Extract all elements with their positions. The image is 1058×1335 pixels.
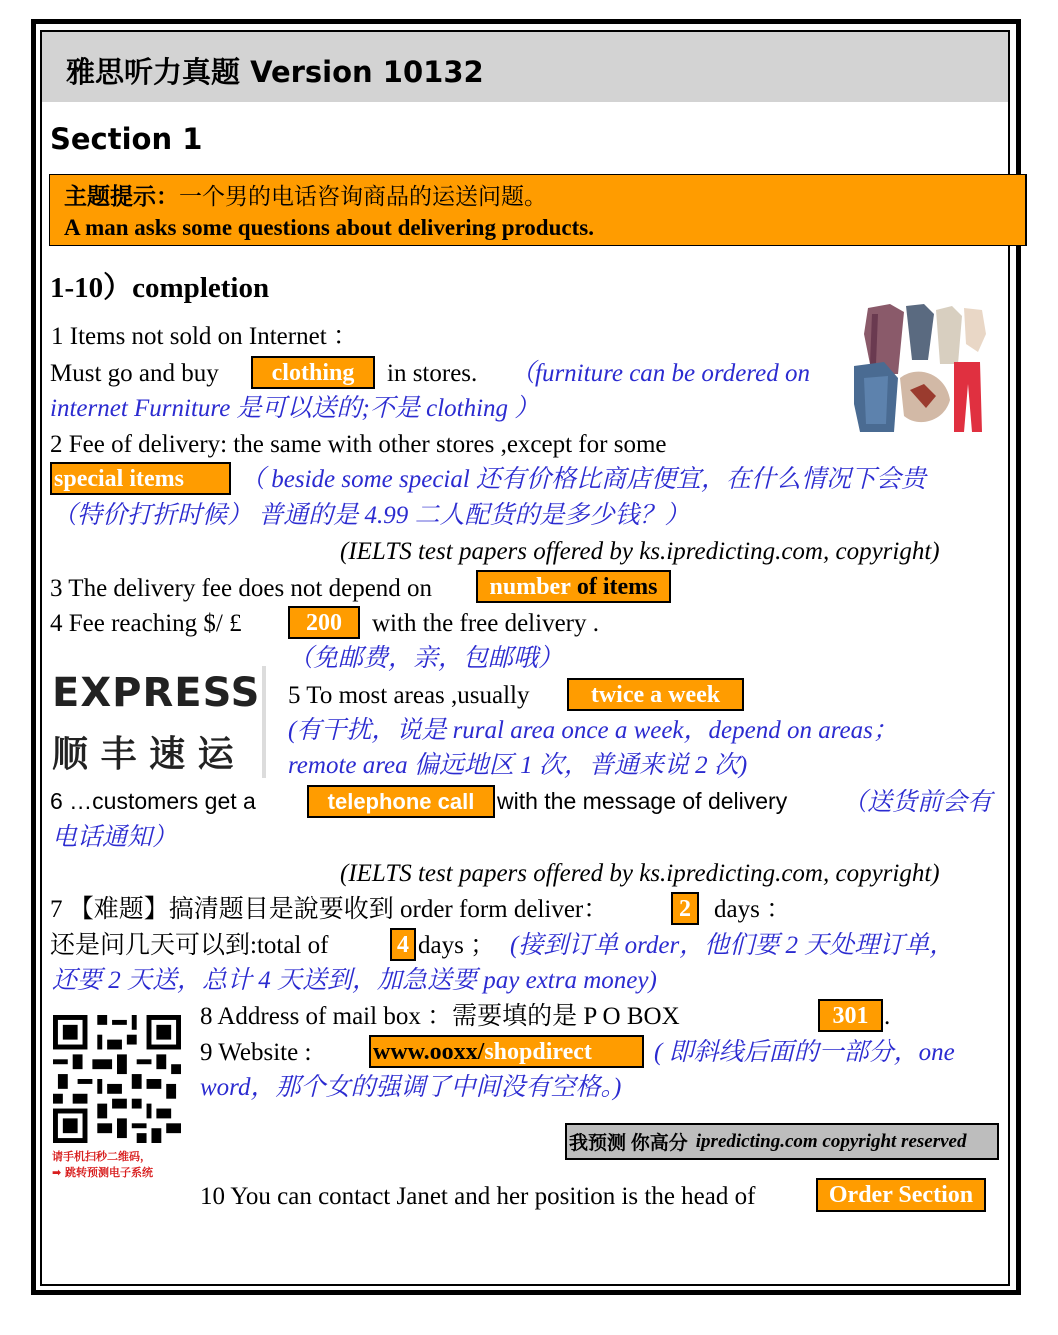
section-title: Section 1 (50, 122, 203, 156)
page-title: 雅思听力真题 Version 10132 (66, 55, 484, 89)
copyright-banner (565, 1123, 999, 1160)
q5-prefix: 5 To most areas ,usually (288, 682, 530, 709)
arrow-right-icon: ➡ (52, 1166, 66, 1179)
q1-line1: 1 Items not sold on Internet ： (51, 323, 358, 350)
q6-note2: 电话通知） (52, 824, 178, 851)
q3-answer (476, 570, 671, 603)
qr-caption-2: 跳转预测电子系统 (65, 1166, 154, 1179)
q10-answer: Order Section (816, 1178, 986, 1212)
topic-label: 主题提示： (64, 184, 179, 209)
q7-note1: (接到订单 order，他们要 2 天处理订单， (510, 932, 955, 959)
q7-answer2: 4 (390, 928, 416, 961)
q9-note1: ( 即斜线后面的一部分，one (654, 1039, 955, 1066)
banner-zh: 我预测 你高分 (569, 1133, 688, 1154)
q3-answer-b: of items (576, 573, 658, 600)
q2-answer: special items (50, 462, 231, 495)
q1-note1: （furniture can be ordered on (510, 360, 810, 387)
q6-note1: （送货前会有 (842, 789, 993, 816)
copyright-line-2: (IELTS test papers offered by ks.ipredicting.com, copyright) (340, 860, 940, 887)
qr-caption-1: 请手机扫秒二维码， (52, 1150, 151, 1163)
topic-zh-text: 一个男的电话咨询商品的运送问题。 (179, 184, 547, 209)
topic-en: A man asks some questions about delivering products. (64, 215, 594, 240)
q9-answer-b: shopdirect (484, 1038, 592, 1065)
q2-note2: （特价打折时候） 普通的是 4.99 二人配货的是多少钱？） (52, 502, 690, 529)
q4-answer: 200 (288, 606, 360, 639)
express-divider (262, 666, 266, 778)
banner-en: ipredicting.com copyright reserved (695, 1130, 967, 1152)
express-brand-en: EXPRESS (52, 670, 261, 716)
q8-suffix: . (884, 1003, 891, 1030)
q9-answer-a: www.ooxx/ (373, 1038, 485, 1065)
q6-answer: telephone call (307, 785, 495, 818)
q7-prefix: 7 【难题】搞清题目是說要收到 order form deliver： (50, 896, 609, 923)
copyright-line-1: (IELTS test papers offered by ks.ipredicting.com, copyright) (340, 538, 940, 565)
q8-prefix: 8 Address of mail box ：需要填的是 P O BOX (200, 1003, 680, 1030)
qr-code-block[interactable] (52, 1015, 182, 1179)
q4-suffix: with the free delivery . (372, 610, 599, 637)
q1-note2: internet Furniture 是可以送的;不是 clothing ） (50, 395, 540, 422)
q5-note1: (有干扰，说是 rural area once a week，depend on areas； (288, 717, 898, 744)
qr-code-icon[interactable] (52, 1015, 182, 1143)
q1-suffix: in stores. (387, 360, 478, 387)
q9-prefix: 9 Website : (200, 1039, 312, 1066)
q1-answer: clothing (251, 356, 375, 389)
q6-prefix: 6 …customers get a (50, 788, 256, 814)
express-brand-zh: 顺 丰 速 运 (52, 734, 234, 775)
q5-answer: twice a week (567, 678, 744, 711)
q3-answer-a: number (489, 573, 571, 600)
q1-prefix: Must go and buy (50, 360, 219, 387)
q7-note2: 还要 2 天送，总计 4 天送到，加急送要 pay extra money) (52, 967, 657, 994)
q3-text: 3 The delivery fee does not depend on (50, 575, 433, 602)
q2-line1: 2 Fee of delivery: the same with other stores ,except for some (50, 431, 667, 458)
express-logo (52, 666, 268, 778)
q8-answer: 301 (818, 999, 883, 1032)
q7-mid: days ： (714, 896, 792, 923)
q7-line2-suffix: days ； (418, 932, 496, 959)
q7-line2-prefix: 还是问几天可以到:total of (50, 932, 329, 959)
q4-prefix: 4 Fee reaching $/ £ (50, 610, 242, 637)
q2-note1: （ beside some special 还有价格比商店便宜，在什么情况下会贵 (240, 466, 927, 493)
q6-suffix: with the message of delivery (497, 788, 788, 814)
q9-note2: word，那个女的强调了中间没有空格。) (200, 1074, 622, 1101)
completion-title: 1-10）completion (50, 272, 270, 304)
qr-caption-row (52, 1164, 153, 1180)
q7-answer1: 2 (671, 892, 699, 925)
topic-zh (64, 178, 547, 211)
q4-note: （免邮费，亲，包邮哦） (288, 645, 564, 672)
q9-answer (369, 1035, 644, 1068)
q10-prefix: 10 You can contact Janet and her position is the head of (200, 1183, 756, 1210)
q5-note2: remote area 偏远地区 1 次，普通来说 2 次) (288, 752, 748, 779)
clothing-image (854, 304, 988, 436)
